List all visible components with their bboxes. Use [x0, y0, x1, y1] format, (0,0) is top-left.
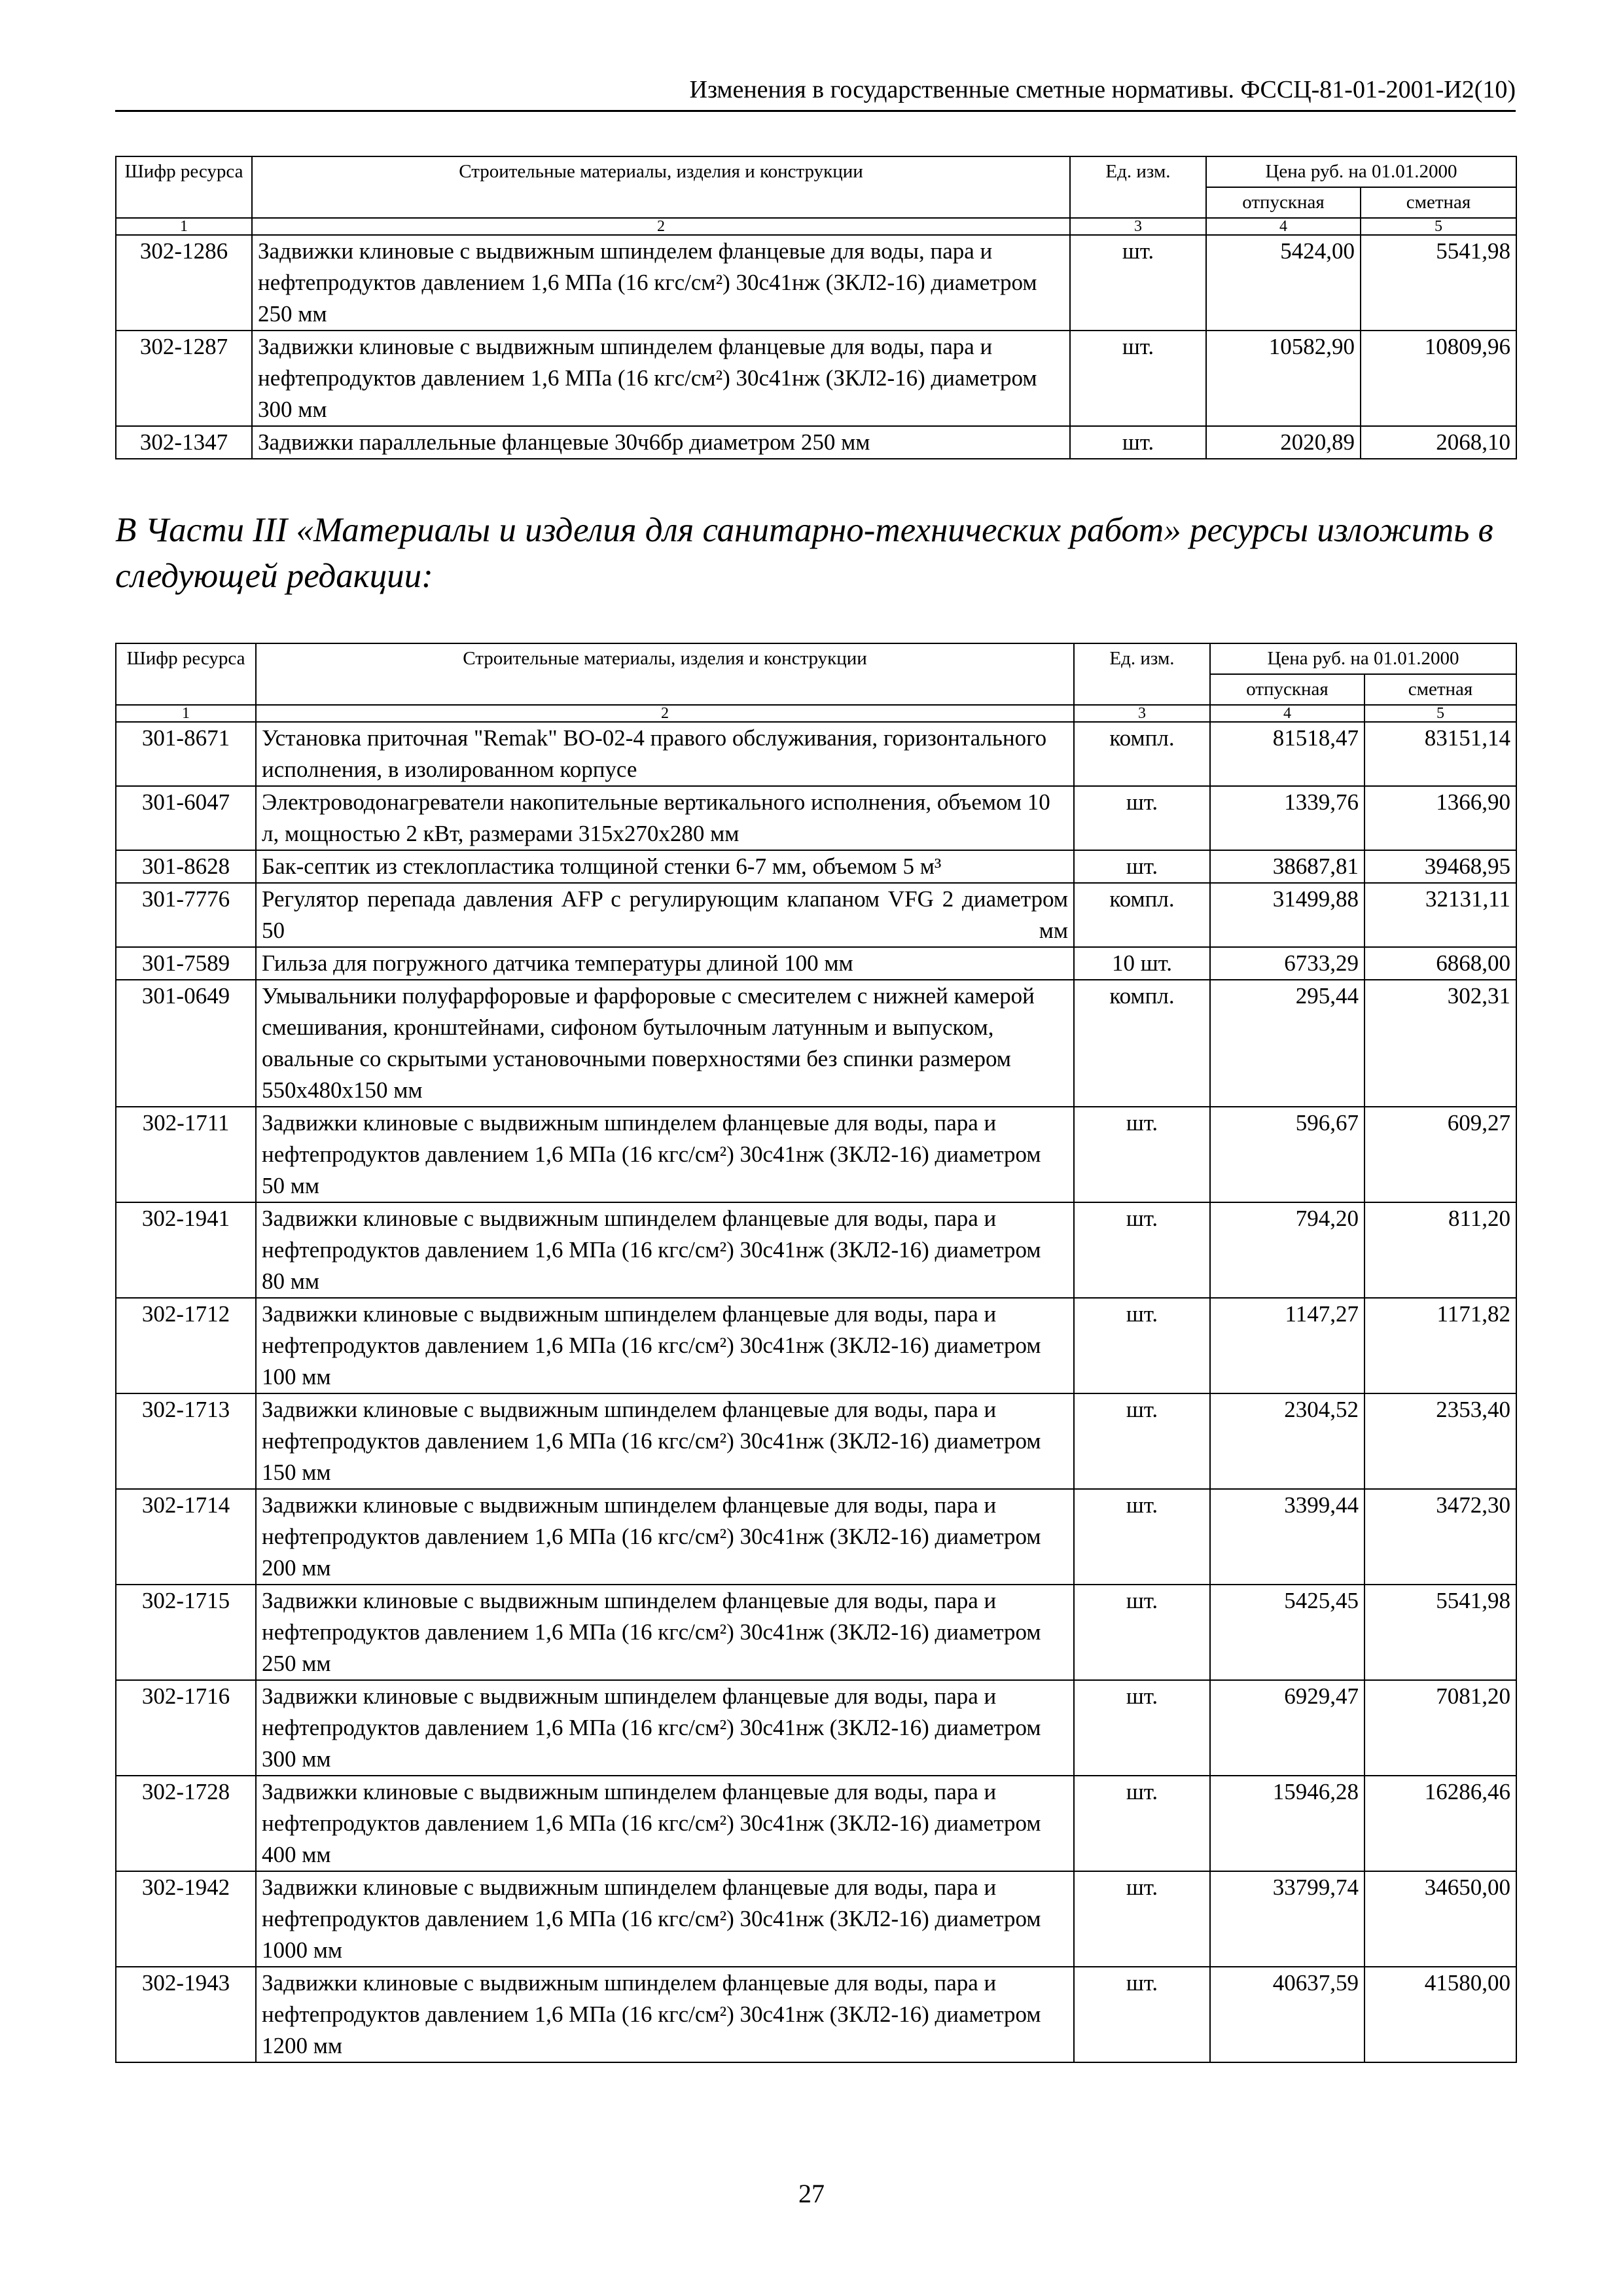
release-price: 15946,28: [1210, 1776, 1364, 1871]
col-code-header: Шифр ресурса: [116, 156, 252, 218]
table-row: [116, 1393, 1516, 1489]
release-price: 1339,76: [1210, 786, 1364, 850]
resource-unit: компл.: [1074, 883, 1210, 947]
release-price: 295,44: [1210, 980, 1364, 1107]
resource-code: 302-1941: [116, 1202, 256, 1298]
resource-code: 302-1715: [116, 1585, 256, 1680]
resource-name: Задвижки клиновые с выдвижным шпинделем фланцевые для воды, пара и нефтепродуктов давлением 1,6 МПа (16 кгс/см²) 30с41нж (ЗКЛ2-16) диаметром 200 мм: [256, 1489, 1074, 1585]
col-number: 1: [116, 218, 252, 235]
resource-code: 302-1711: [116, 1107, 256, 1202]
resource-unit: шт.: [1074, 1776, 1210, 1871]
resource-code: 302-1943: [116, 1967, 256, 2062]
col-price-header: Цена руб. на 01.01.2000: [1210, 643, 1516, 674]
estimate-price: 16286,46: [1364, 1776, 1516, 1871]
resource-name: Регулятор перепада давления AFP с регулирующим клапаном VFG 2 диаметром 50 мм: [256, 883, 1074, 947]
estimate-price: 34650,00: [1364, 1871, 1516, 1967]
estimate-price: 5541,98: [1364, 1585, 1516, 1680]
col-number: 5: [1364, 705, 1516, 722]
table-row: [116, 1967, 1516, 2062]
resource-name: Задвижки клиновые с выдвижным шпинделем фланцевые для воды, пара и нефтепродуктов давлением 1,6 МПа (16 кгс/см²) 30с41нж (ЗКЛ2-16) диаметром 100 мм: [256, 1298, 1074, 1393]
col-number: 2: [256, 705, 1074, 722]
release-price: 1147,27: [1210, 1298, 1364, 1393]
release-price: 40637,59: [1210, 1967, 1364, 2062]
col-release-header: отпускная: [1206, 187, 1361, 218]
resource-name: Умывальники полуфарфоровые и фарфоровые с смесителем с нижней камерой смешивания, кронштейнами, сифоном бутылочным латунным и выпуском, овальные со скрытыми установочными поверхностями без спинки размером 550х480х150 мм: [256, 980, 1074, 1107]
release-price: 81518,47: [1210, 722, 1364, 786]
resource-code: 302-1728: [116, 1776, 256, 1871]
resource-name: Задвижки клиновые с выдвижным шпинделем фланцевые для воды, пара и нефтепродуктов давлением 1,6 МПа (16 кгс/см²) 30с41нж (ЗКЛ2-16) диаметром 80 мм: [256, 1202, 1074, 1298]
estimate-price: 32131,11: [1364, 883, 1516, 947]
estimate-price: 6868,00: [1364, 947, 1516, 980]
col-number: 2: [252, 218, 1070, 235]
col-release-header: отпускная: [1210, 674, 1364, 705]
estimate-price: 7081,20: [1364, 1680, 1516, 1776]
estimate-price: 2353,40: [1364, 1393, 1516, 1489]
estimate-price: 41580,00: [1364, 1967, 1516, 2062]
resource-unit: шт.: [1074, 1489, 1210, 1585]
release-price: 3399,44: [1210, 1489, 1364, 1585]
release-price: 596,67: [1210, 1107, 1364, 1202]
resource-code: 302-1347: [116, 426, 252, 459]
col-number: 4: [1206, 218, 1361, 235]
resource-unit: 10 шт.: [1074, 947, 1210, 980]
col-price-header: Цена руб. на 01.01.2000: [1206, 156, 1516, 187]
resource-unit: шт.: [1074, 1585, 1210, 1680]
release-price: 33799,74: [1210, 1871, 1364, 1967]
page-header: Изменения в государственные сметные нормативы. ФССЦ-81-01-2001-И2(10): [115, 73, 1516, 112]
resource-name: Задвижки параллельные фланцевые 30ч6бр диаметром 250 мм: [252, 426, 1070, 459]
estimate-price: 302,31: [1364, 980, 1516, 1107]
col-estimate-header: сметная: [1361, 187, 1516, 218]
resource-unit: компл.: [1074, 980, 1210, 1107]
table-row: [116, 331, 1516, 426]
resource-unit: шт.: [1074, 1680, 1210, 1776]
release-price: 2020,89: [1206, 426, 1361, 459]
resource-code: 302-1712: [116, 1298, 256, 1393]
resource-code: 302-1716: [116, 1680, 256, 1776]
release-price: 2304,52: [1210, 1393, 1364, 1489]
release-price: 6929,47: [1210, 1680, 1364, 1776]
page-number: 27: [798, 2179, 825, 2208]
resource-table-2: [115, 643, 1517, 2063]
table-row: [116, 1585, 1516, 1680]
table-row: [116, 1489, 1516, 1585]
resource-code: 302-1286: [116, 235, 252, 331]
col-number: 1: [116, 705, 256, 722]
resource-table-1: [115, 156, 1517, 459]
col-name-header: Строительные материалы, изделия и конструкции: [252, 156, 1070, 218]
resource-name: Электроводонагреватели накопительные вертикального исполнения, объемом 10 л, мощностью 2 кВт, размерами 315х270х280 мм: [256, 786, 1074, 850]
table-row: [116, 980, 1516, 1107]
estimate-price: 10809,96: [1361, 331, 1516, 426]
col-number: 5: [1361, 218, 1516, 235]
col-code-header: Шифр ресурса: [116, 643, 256, 705]
resource-code: 301-7776: [116, 883, 256, 947]
resource-name: Задвижки клиновые с выдвижным шпинделем фланцевые для воды, пара и нефтепродуктов давлением 1,6 МПа (16 кгс/см²) 30с41нж (ЗКЛ2-16) диаметром 250 мм: [256, 1585, 1074, 1680]
resource-name: Бак-септик из стеклопластика толщиной стенки 6-7 мм, объемом 5 м³: [256, 850, 1074, 883]
resource-unit: шт.: [1070, 426, 1206, 459]
resource-code: 301-8628: [116, 850, 256, 883]
table-row: [116, 947, 1516, 980]
table-row: [116, 786, 1516, 850]
resource-name: Задвижки клиновые с выдвижным шпинделем фланцевые для воды, пара и нефтепродуктов давлением 1,6 МПа (16 кгс/см²) 30с41нж (ЗКЛ2-16) диаметром 300 мм: [256, 1680, 1074, 1776]
table-row: [116, 1107, 1516, 1202]
resource-unit: шт.: [1074, 1107, 1210, 1202]
release-price: 10582,90: [1206, 331, 1361, 426]
estimate-price: 609,27: [1364, 1107, 1516, 1202]
resource-code: 302-1713: [116, 1393, 256, 1489]
release-price: 5425,45: [1210, 1585, 1364, 1680]
table-row: [116, 1298, 1516, 1393]
estimate-price: 3472,30: [1364, 1489, 1516, 1585]
resource-code: 301-7589: [116, 947, 256, 980]
table-row: [116, 722, 1516, 786]
estimate-price: 811,20: [1364, 1202, 1516, 1298]
resource-unit: шт.: [1074, 1393, 1210, 1489]
release-price: 38687,81: [1210, 850, 1364, 883]
estimate-price: 83151,14: [1364, 722, 1516, 786]
resource-name: Задвижки клиновые с выдвижным шпинделем фланцевые для воды, пара и нефтепродуктов давлением 1,6 МПа (16 кгс/см²) 30с41нж (ЗКЛ2-16) диаметром 300 мм: [252, 331, 1070, 426]
col-name-header: Строительные материалы, изделия и конструкции: [256, 643, 1074, 705]
resource-name: Установка приточная "Remak" ВО-02-4 правого обслуживания, горизонтального исполнения, в изолированном корпусе: [256, 722, 1074, 786]
resource-code: 302-1287: [116, 331, 252, 426]
table-row: [116, 235, 1516, 331]
resource-name: Задвижки клиновые с выдвижным шпинделем фланцевые для воды, пара и нефтепродуктов давлением 1,6 МПа (16 кгс/см²) 30с41нж (ЗКЛ2-16) диаметром 250 мм: [252, 235, 1070, 331]
resource-unit: шт.: [1070, 331, 1206, 426]
estimate-price: 1366,90: [1364, 786, 1516, 850]
resource-unit: шт.: [1074, 786, 1210, 850]
estimate-price: 1171,82: [1364, 1298, 1516, 1393]
table-row: [116, 1776, 1516, 1871]
resource-name: Задвижки клиновые с выдвижным шпинделем фланцевые для воды, пара и нефтепродуктов давлением 1,6 МПа (16 кгс/см²) 30с41нж (ЗКЛ2-16) диаметром 1200 мм: [256, 1967, 1074, 2062]
col-number: 3: [1070, 218, 1206, 235]
release-price: 794,20: [1210, 1202, 1364, 1298]
table-row: [116, 1871, 1516, 1967]
section-title: В Части III «Материалы и изделия для санитарно-технических работ» ресурсы изложить в следующей редакции:: [115, 511, 1493, 595]
resource-unit: шт.: [1074, 1967, 1210, 2062]
table-row: [116, 1680, 1516, 1776]
resource-code: 301-6047: [116, 786, 256, 850]
table-row: [116, 1202, 1516, 1298]
resource-name: Задвижки клиновые с выдвижным шпинделем фланцевые для воды, пара и нефтепродуктов давлением 1,6 МПа (16 кгс/см²) 30с41нж (ЗКЛ2-16) диаметром 1000 мм: [256, 1871, 1074, 1967]
col-estimate-header: сметная: [1364, 674, 1516, 705]
release-price: 5424,00: [1206, 235, 1361, 331]
release-price: 6733,29: [1210, 947, 1364, 980]
resource-unit: компл.: [1074, 722, 1210, 786]
resource-name: Задвижки клиновые с выдвижным шпинделем фланцевые для воды, пара и нефтепродуктов давлением 1,6 МПа (16 кгс/см²) 30с41нж (ЗКЛ2-16) диаметром 150 мм: [256, 1393, 1074, 1489]
table-row: [116, 426, 1516, 459]
resource-name: Задвижки клиновые с выдвижным шпинделем фланцевые для воды, пара и нефтепродуктов давлением 1,6 МПа (16 кгс/см²) 30с41нж (ЗКЛ2-16) диаметром 400 мм: [256, 1776, 1074, 1871]
col-number: 3: [1074, 705, 1210, 722]
resource-unit: шт.: [1074, 1202, 1210, 1298]
col-unit-header: Ед. изм.: [1070, 156, 1206, 218]
resource-unit: шт.: [1070, 235, 1206, 331]
resource-unit: шт.: [1074, 1298, 1210, 1393]
resource-code: 301-8671: [116, 722, 256, 786]
col-unit-header: Ед. изм.: [1074, 643, 1210, 705]
resource-name: Задвижки клиновые с выдвижным шпинделем фланцевые для воды, пара и нефтепродуктов давлением 1,6 МПа (16 кгс/см²) 30с41нж (ЗКЛ2-16) диаметром 50 мм: [256, 1107, 1074, 1202]
col-number: 4: [1210, 705, 1364, 722]
resource-unit: шт.: [1074, 1871, 1210, 1967]
estimate-price: 5541,98: [1361, 235, 1516, 331]
resource-name: Гильза для погружного датчика температуры длиной 100 мм: [256, 947, 1074, 980]
estimate-price: 39468,95: [1364, 850, 1516, 883]
resource-code: 302-1714: [116, 1489, 256, 1585]
resource-unit: шт.: [1074, 850, 1210, 883]
table-row: [116, 883, 1516, 947]
table-row: [116, 850, 1516, 883]
estimate-price: 2068,10: [1361, 426, 1516, 459]
resource-code: 301-0649: [116, 980, 256, 1107]
resource-code: 302-1942: [116, 1871, 256, 1967]
release-price: 31499,88: [1210, 883, 1364, 947]
